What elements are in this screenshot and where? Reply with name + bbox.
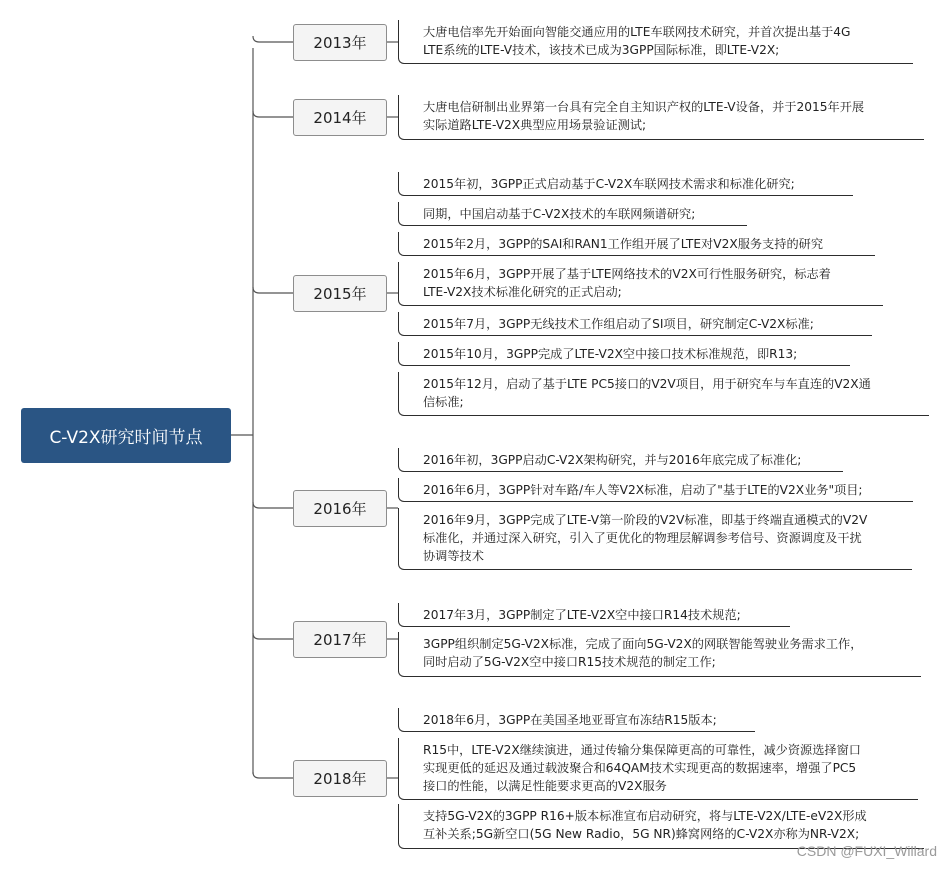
- timeline-item[interactable]: [398, 708, 755, 732]
- year-node[interactable]: [293, 490, 387, 527]
- timeline-item-text: 3GPP组织制定5G-V2X标准，完成了面向5G-V2X的网联智能驾驶业务需求工作， 同时启动了5G-V2X空中接口R15技术规范的制定工作;: [423, 637, 863, 669]
- timeline-item[interactable]: [398, 738, 918, 800]
- timeline-item-text: 2016年初，3GPP启动C-V2X架构研究，并与2016年底完成了标准化;: [423, 453, 802, 467]
- year-link: [253, 111, 293, 117]
- timeline-item[interactable]: [398, 342, 850, 366]
- timeline-item[interactable]: [398, 20, 913, 64]
- timeline-item-text: 2015年初，3GPP正式启动基于C-V2X车联网技术需求和标准化研究;: [423, 177, 795, 191]
- year-node[interactable]: [293, 24, 387, 61]
- year-node[interactable]: [293, 760, 387, 797]
- timeline-item[interactable]: [398, 372, 929, 416]
- timeline-item[interactable]: [398, 172, 853, 196]
- root-topic[interactable]: [21, 408, 231, 463]
- timeline-item-text: 2015年2月，3GPP的SAI和RAN1工作组开展了LTE对V2X服务支持的研究: [423, 237, 824, 251]
- timeline-item[interactable]: [398, 508, 912, 570]
- timeline-item-text: 大唐电信研制出业界第一台具有完全自主知识产权的LTE-V设备，并于2015年开展 实际道路LTE-V2X典型应用场景验证测试;: [423, 100, 865, 132]
- timeline-item-text: 2015年10月，3GPP完成了LTE-V2X空中接口技术标准规范，即R13;: [423, 347, 798, 361]
- timeline-item[interactable]: [398, 448, 843, 472]
- year-node[interactable]: [293, 99, 387, 136]
- timeline-item[interactable]: [398, 312, 872, 336]
- timeline-item-text: 2015年7月，3GPP无线技术工作组启动了SI项目，研究制定C-V2X标准;: [423, 317, 814, 331]
- year-label: 2013年: [313, 34, 367, 52]
- year-label: 2015年: [313, 285, 367, 303]
- year-node[interactable]: [293, 275, 387, 312]
- year-link: [253, 36, 293, 42]
- timeline-item-text: 大唐电信率先开始面向智能交通应用的LTE车联网技术研究，并首次提出基于4G LTE系统的LTE-V技术，该技术已成为3GPP国际标准，即LTE-V2X;: [423, 25, 851, 57]
- timeline-item-text: 2016年6月，3GPP针对车路/车人等V2X标准，启动了"基于LTE的V2X业务"项目;: [423, 483, 863, 497]
- timeline-item-text: 同期，中国启动基于C-V2X技术的车联网频谱研究;: [423, 207, 696, 221]
- year-label: 2018年: [313, 770, 367, 788]
- year-node[interactable]: [293, 621, 387, 658]
- watermark: CSDN @FUXI_Willard: [796, 843, 937, 859]
- timeline-item-text: 2017年3月，3GPP制定了LTE-V2X空中接口R14技术规范;: [423, 608, 741, 622]
- timeline-item[interactable]: [398, 478, 913, 502]
- year-link: [253, 633, 293, 639]
- timeline-item-text: 2018年6月，3GPP在美国圣地亚哥宣布冻结R15版本;: [423, 713, 717, 727]
- timeline-item-text: 2015年6月，3GPP开展了基于LTE网络技术的V2X可行性服务研究，标志着 LTE-V2X技术标准化研究的正式启动;: [423, 267, 831, 299]
- timeline-item-text: 2016年9月，3GPP完成了LTE-V第一阶段的V2V标准，即基于终端直通模式的V2V 标准化，并通过深入研究，引入了更优化的物理层解调参考信号、资源调度及干扰 协调等技术: [423, 513, 868, 563]
- timeline-item[interactable]: [398, 262, 883, 306]
- year-link: [253, 502, 293, 508]
- timeline-item[interactable]: [398, 95, 924, 140]
- timeline-item[interactable]: [398, 202, 747, 226]
- year-link: [253, 772, 293, 778]
- year-label: 2016年: [313, 500, 367, 518]
- timeline-item-text: 支持5G-V2X的3GPP R16+版本标准宣布启动研究，将与LTE-V2X/LTE-eV2X形成 互补关系;5G新空口(5G New Radio，5G NR)蜂窝网络的C-V2X亦称为NR-V2X;: [423, 809, 867, 841]
- timeline-item-text: 2015年12月，启动了基于LTE PC5接口的V2V项目，用于研究车与车直连的V2X通 信标准;: [423, 377, 871, 409]
- timeline-item-text: R15中，LTE-V2X继续演进，通过传输分集保障更高的可靠性，减少资源选择窗口 实现更低的延迟及通过载波聚合和64QAM技术实现更高的数据速率，增强了PC5 接口的性能，以满足性能要求更高的V2X服务: [423, 743, 861, 793]
- year-label: 2014年: [313, 109, 367, 127]
- timeline-item[interactable]: [398, 232, 875, 256]
- timeline-item[interactable]: [398, 632, 921, 677]
- year-link: [253, 287, 293, 293]
- timeline-item[interactable]: [398, 603, 790, 627]
- year-label: 2017年: [313, 631, 367, 649]
- root-topic-label: C-V2X研究时间节点: [49, 428, 203, 448]
